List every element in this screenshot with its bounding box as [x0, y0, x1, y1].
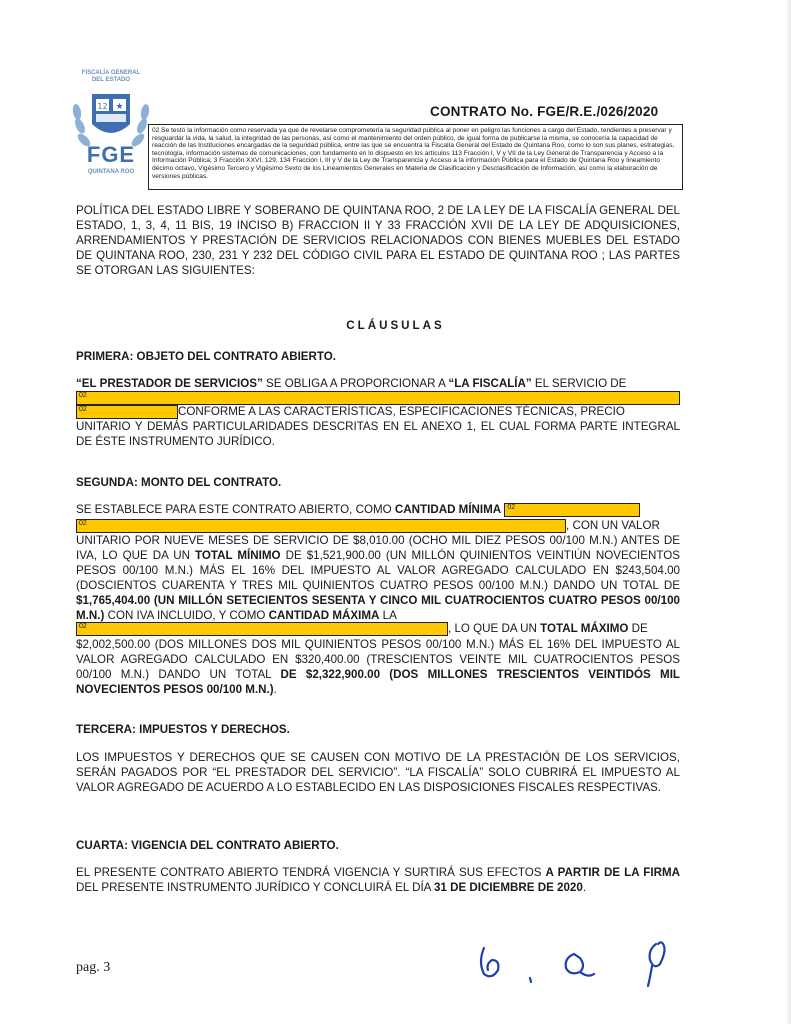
cuarta-text2: DEL PRESENTE INSTRUMENTO JURÍDICO Y CONCLUIRÁ EL DÍA — [76, 880, 434, 894]
cuarta-paragraph — [76, 866, 680, 896]
logo-state: QUINTANA ROO — [87, 169, 135, 175]
fecha-conclusion: 31 DE DICIEMBRE DE 2020 — [433, 880, 583, 894]
segunda-body-d — [76, 638, 680, 698]
prestador-label: “EL PRESTADOR DE SERVICIOS” — [76, 377, 263, 390]
primera-text3: CONFORME A LAS CARACTERÍSTICAS, ESPECIFICACIONES TÉCNICAS, PRECIO — [178, 405, 625, 418]
page-number: pag. 3 — [76, 960, 111, 975]
segunda-body-d-text: $2,002,500.00 (DOS MILLONES DOS MIL QUINIENTOS PESOS 00/100 M.N.) MÁS EL 16% DEL IMPUESTO AL VALOR AGREGADO CALCULADO EN $320,400.00 (TRESCIENTOS VEINTE MIL CUATROCIENTOS PESOS 00/100 M.N.) DANDO UN TOTAL — [76, 638, 680, 681]
segunda-text1: SE ESTABLECE PARA ESTE CONTRATO ABIERTO, COMO — [76, 503, 395, 516]
logo-org-line1: FISCALÍA GENERAL — [81, 70, 141, 76]
total-maximo-label: TOTAL MÁXIMO — [540, 622, 629, 635]
segunda-heading: SEGUNDA: MONTO DEL CONTRATO. — [76, 476, 282, 489]
svg-text:12: 12 — [97, 102, 108, 111]
tercera-heading: TERCERA: IMPUESTOS Y DERECHOS. — [76, 723, 290, 736]
redaction-code: 02 — [79, 406, 87, 413]
redacted-block — [504, 503, 640, 517]
primera-paragraph-end: UNITARIO Y DEMÁS PARTICULARIDADES DESCRITAS EN EL ANEXO 1, EL CUAL FORMA PARTE INTEGRAL DE ÉSTE INSTRUMENTO JURÍDICO. — [76, 420, 680, 448]
segunda-max-text2: DE — [628, 622, 648, 635]
total-minimo-label: TOTAL MÍNIMO — [195, 548, 281, 562]
segunda-body-c2-text: LA — [379, 608, 397, 622]
segunda-body-c-text: CON IVA INCLUIDO, Y COMO — [104, 608, 269, 622]
segunda-line1 — [76, 503, 680, 518]
redacted-block — [76, 622, 448, 636]
signature-initials-icon — [470, 930, 700, 990]
logo-acronym: FGE — [86, 142, 136, 167]
segunda-body-a — [76, 534, 680, 623]
cuarta-heading: CUARTA: VIGENCIA DEL CONTRATO ABIERTO. — [76, 839, 339, 852]
segunda-text2: , CON UN VALOR — [566, 519, 660, 532]
primera-text2: EL SERVICIO DE — [531, 377, 627, 390]
cuarta-text1: EL PRESENTE CONTRATO ABIERTO TENDRÁ VIGENCIA Y SURTIRÁ SUS EFECTOS — [76, 866, 546, 879]
scan-edge-shadow — [785, 0, 791, 1024]
redacted-block — [76, 405, 178, 419]
redacted-block — [76, 519, 566, 533]
segunda-end: . — [273, 682, 277, 696]
tercera-paragraph: LOS IMPUESTOS Y DERECHOS QUE SE CAUSEN CON MOTIVO DE LA PRESTACIÓN DE LOS SERVICIOS, SERÁN PAGADOS POR “EL PRESTADOR DEL SERVICIO”. “LA FISCALÍA” SOLO CUBRIRÁ EL IMPUESTO AL VALOR AGREGADO DE ACUERDO A LO ESTABLECIDO EN LAS DISPOSICIONES FISCALES RESPECTIVAS. — [76, 751, 680, 794]
segunda-line-max — [76, 622, 680, 637]
total-maximo-amount: DE $2,322,900.00 (DOS MILLONES TRESCIENTOS VEINTIDÓS MIL NOVECIENTOS PESOS 00/100 M.N.) — [76, 667, 680, 696]
intro-paragraph: POLÍTICA DEL ESTADO LIBRE Y SOBERANO DE QUINTANA ROO, 2 DE LA LEY DE LA FISCALÍA GENERAL DEL ESTADO, 1, 3, 4, 11 BIS, 19 INCISO B) FRACCION II Y 33 FRACCIÓN XVII DE LA LEY DE ADQUISICIONES, ARRENDAMIENTOS Y PRESTACIÓN DE SERVICIOS RELACIONADOS CON BIENES MUEBLES DEL ESTADO DE QUINTANA ROO, 230, 231 Y 232 DEL CÓDIGO CIVIL PARA EL ESTADO DE QUINTANA ROO ; LAS PARTES SE OTORGAN LAS SIGUIENTES: — [76, 204, 680, 277]
primera-heading: PRIMERA: OBJETO DEL CONTRATO ABIERTO. — [76, 350, 337, 363]
logo-org-line2: DEL ESTADO — [91, 77, 131, 83]
svg-text:★: ★ — [115, 102, 124, 112]
primera-line2 — [76, 405, 680, 420]
redaction-code: 02 — [79, 520, 87, 527]
cuarta-text3: . — [582, 880, 587, 894]
cantidad-maxima-label: CANTIDAD MÁXIMA — [268, 608, 380, 622]
redaction-code: 02 — [79, 623, 87, 630]
segunda-max-text: , LO QUE DA UN — [448, 622, 541, 635]
primera-line1 — [76, 377, 680, 392]
a-partir-firma: A PARTIR DE LA FIRMA — [545, 866, 680, 879]
clausulas-heading: CLÁUSULAS — [346, 319, 445, 332]
fge-logo — [68, 70, 154, 180]
segunda-body-a-text: UNITARIO POR NUEVE MESES DE SERVICIO DE $8,010.00 (OCHO MIL DIEZ PESOS 00/100 M.N.) ANTES DE IVA, LO QUE DA UN — [76, 534, 680, 562]
redaction-code: 02 — [507, 504, 516, 511]
primera-text1: SE OBLIGA A PROPORCIONAR A — [262, 377, 449, 390]
fiscalia-label: “LA FISCALÍA” — [448, 377, 532, 390]
redaction-code: 02 — [79, 392, 87, 399]
contract-title: CONTRATO No. FGE/R.E./026/2020 — [430, 104, 659, 119]
redaction-note-box: 02 Se testó la información como reservada ya que de revelarse comprometería la seguridad pública al poner en peligro las funciones a cargo del Estado, tendientes a preservar y resguardar la vida, la salud, la integridad de las personas, así como el mantenimiento del orden público, de igual forma de publicarse la misma, se conocería la capacidad de reacción de las Instituciones encargadas de la seguridad pública, entre las que se encuentra la Fiscalía General del Estado de Quintana Roo, como lo son sus planes, estrategias, tecnología, información sistemas de comunicaciones, con fundamento en lo dispuesto en los artículos 113 Fracción I, V y VII de la Ley General de Transparencia y Acceso a la Información Pública; 3 Fracción XXVI, 129, 134 Fracción I, III y V de la Ley de Transparencia y Acceso a la información Pública para el Estado de Quintana Roo y lineamiento décimo octavo, Vigésimo Tercero y Vigésimo Sexto de los Lineamientos Generales en Materia de Clasificación y Desclasificación de Información, así como la elaboración de versiones públicas. — [148, 124, 683, 190]
redacted-block — [76, 391, 680, 405]
total-minimo-amount: $1,765,404.00 (UN MILLÓN SETECIENTOS SESENTA Y CINCO MIL CUATROCIENTOS CUATRO PESOS 00/100 M.N.) — [76, 593, 680, 622]
segunda-body-b-text: DE $1,521,900.00 (UN MILLÓN QUINIENTOS VEINTIÚN NOVECIENTOS PESOS 00/100 M.N.) MÁS EL 16% DEL IMPUESTO AL VALOR AGREGADO CALCULADO EN $243,504.00 (DOSCIENTOS CUARENTA Y TRES MIL QUINIENTOS CUATRO PESOS 00/100 M.N.) DANDO UN TOTAL DE — [76, 548, 680, 592]
cantidad-minima-label: CANTIDAD MÍNIMA — [394, 503, 502, 516]
segunda-line2 — [76, 519, 680, 534]
